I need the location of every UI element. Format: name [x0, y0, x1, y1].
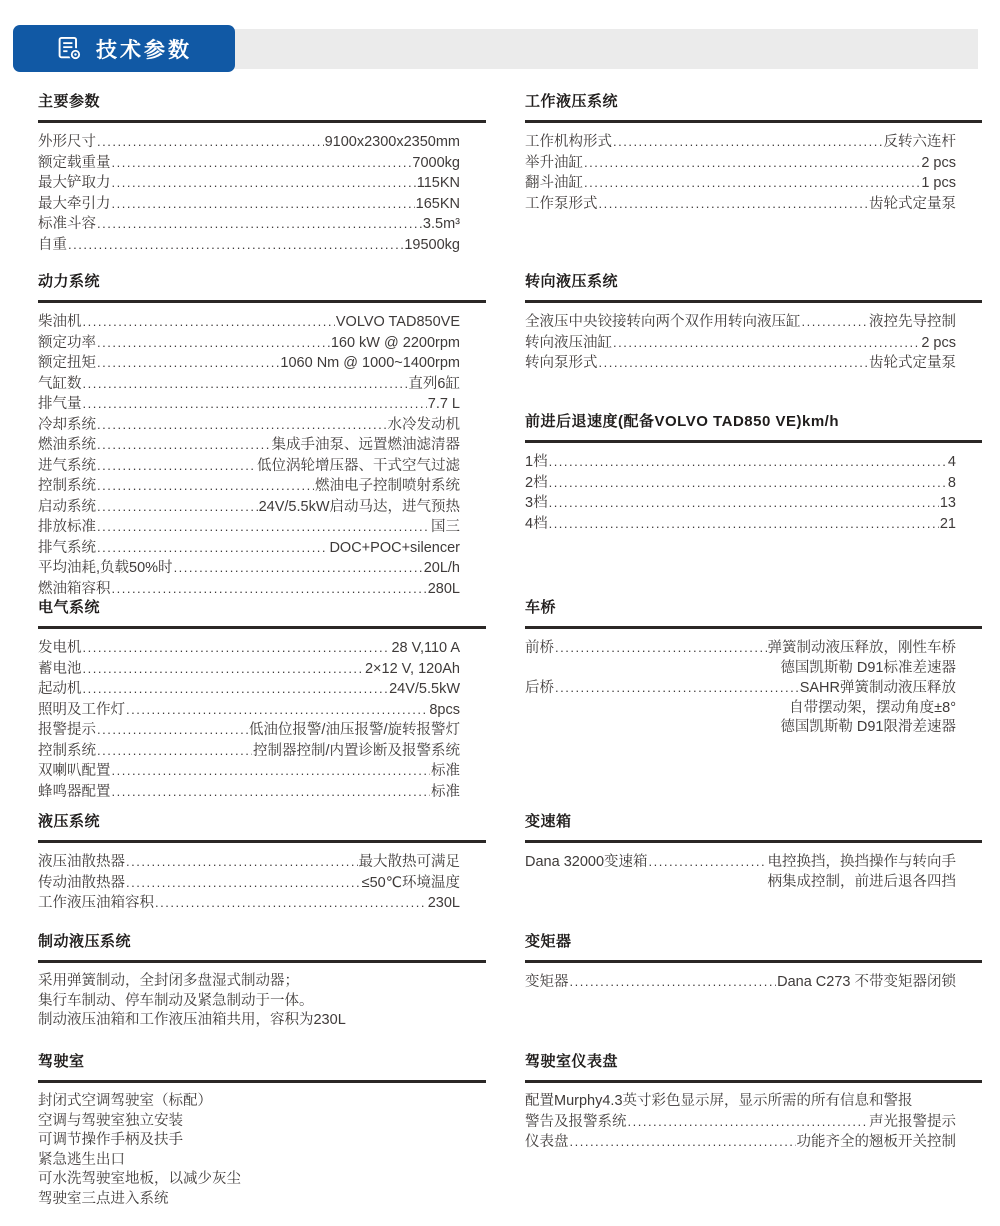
spec-row — [525, 173, 956, 194]
column-left — [38, 0, 486, 1226]
spec-label: 柴油机 — [38, 314, 82, 330]
spec-row — [38, 538, 460, 559]
spec-row — [38, 214, 460, 235]
dot-leader — [549, 473, 947, 494]
dot-leader — [83, 394, 427, 415]
spec-value: 8 — [947, 474, 956, 491]
section-title: 转向液压系统 — [525, 273, 619, 290]
spec-value: SAHR弹簧制动液压释放 — [799, 680, 956, 696]
section-rule — [38, 300, 486, 303]
spec-row — [525, 353, 956, 374]
dot-leader — [97, 517, 430, 538]
section-body — [38, 1092, 486, 1209]
spec-row — [525, 1132, 956, 1153]
section-rule — [525, 840, 982, 843]
spec-label: 排气量 — [38, 396, 82, 412]
dot-leader — [97, 456, 256, 477]
spec-row — [38, 132, 460, 153]
spec-label: 标准斗容 — [38, 216, 96, 232]
dot-leader — [649, 852, 767, 873]
spec-row — [38, 435, 460, 456]
spec-value: 230L — [427, 895, 460, 911]
dot-leader — [97, 741, 252, 762]
dot-leader — [155, 893, 427, 914]
spec-row — [38, 394, 460, 415]
section-title: 液压系统 — [38, 813, 101, 830]
spec-value: 标准 — [431, 763, 460, 779]
spec-row — [38, 497, 460, 518]
spec-row — [38, 679, 460, 700]
section-body — [38, 312, 486, 599]
spec-label: 自重 — [38, 236, 67, 253]
spec-label: 液压油散热器 — [38, 854, 125, 870]
section-title: 前进后退速度(配备VOLVO TAD850 VE)km/h — [525, 413, 839, 430]
section-body — [525, 1092, 982, 1153]
spec-value: 8pcs — [429, 701, 460, 718]
section-rule — [38, 840, 486, 843]
section-body — [525, 638, 982, 738]
spec-row — [38, 761, 460, 782]
dot-leader — [112, 153, 412, 174]
spec-label: 排放标准 — [38, 519, 96, 535]
spec-label: 控制系统 — [38, 742, 96, 759]
spec-row — [38, 415, 460, 436]
dot-leader — [126, 873, 361, 894]
spec-value: 电控换挡，换挡操作与转向手 — [767, 854, 956, 870]
spec-row — [38, 741, 460, 762]
section-rule — [525, 300, 982, 303]
dot-leader — [112, 173, 416, 194]
spec-value: Dana C273 不带变矩器闭锁 — [777, 974, 956, 990]
section-rule — [525, 440, 982, 443]
spec-value: 24V/5.5kW启动马达，进气预热 — [258, 498, 460, 515]
section-body — [525, 132, 982, 214]
section-hydraulic-system — [38, 810, 486, 914]
spec-value: 7000kg — [412, 154, 460, 171]
section-rule — [38, 120, 486, 123]
dot-leader — [83, 659, 364, 680]
spec-value: 最大散热可满足 — [358, 854, 460, 870]
spec-row — [38, 312, 460, 333]
spec-row — [525, 132, 956, 153]
dot-leader — [97, 720, 248, 741]
section-body — [38, 638, 486, 802]
spec-value: 齿轮式定量泵 — [869, 355, 956, 371]
spec-value: 液控先导控制 — [869, 314, 956, 330]
section-torque-converter — [525, 930, 982, 993]
spec-text-line: 配置Murphy4.3英寸彩色显示屏，显示所需的所有信息和警报 — [525, 1093, 913, 1109]
section-cab — [38, 1050, 486, 1209]
spec-value: 低油位报警/油压报警/旋转报警灯 — [248, 722, 460, 738]
spec-value: 7.7 L — [427, 396, 460, 412]
spec-label: 转向液压油缸 — [525, 334, 612, 351]
dot-leader — [549, 493, 939, 514]
spec-label: 外形尺寸 — [38, 134, 96, 150]
spec-label: 起动机 — [38, 681, 82, 697]
section-title: 驾驶室 — [38, 1053, 85, 1070]
dot-leader — [83, 374, 408, 395]
spec-value: 弹簧制动液压释放，刚性车桥 — [767, 640, 956, 656]
section-title: 主要参数 — [38, 93, 101, 110]
spec-label: 燃油箱容积 — [38, 580, 111, 597]
dot-leader — [97, 476, 314, 497]
dot-leader — [112, 761, 431, 782]
spec-row — [38, 353, 460, 374]
spec-row — [38, 153, 460, 174]
section-title: 工作液压系统 — [525, 93, 619, 110]
spec-row — [38, 720, 460, 741]
spec-row — [38, 517, 460, 538]
dot-leader — [97, 538, 328, 559]
spec-label: 进气系统 — [38, 457, 96, 474]
spec-value: 4 — [947, 454, 956, 470]
spec-value: 2 pcs — [921, 154, 956, 171]
section-rule — [38, 960, 486, 963]
spec-label: 控制系统 — [38, 478, 96, 494]
section-body — [38, 972, 486, 1031]
spec-label: 照明及工作灯 — [38, 701, 125, 718]
spec-label: 报警提示 — [38, 722, 96, 738]
spec-label: 1档 — [525, 454, 548, 470]
dot-leader — [126, 852, 358, 873]
dot-leader — [613, 333, 920, 354]
section-title: 制动液压系统 — [38, 933, 132, 950]
spec-text-line: 可水洗驾驶室地板，以减少灰尘 — [38, 1171, 241, 1187]
spec-value: 20L/h — [423, 560, 460, 576]
spec-text-line: 可调节操作手柄及扶手 — [38, 1132, 183, 1148]
spec-value: 28 V,110 A — [391, 640, 460, 656]
spec-value: VOLVO TAD850VE — [335, 314, 460, 330]
spec-value: 齿轮式定量泵 — [869, 195, 956, 212]
spec-label: 工作机构形式 — [525, 134, 612, 150]
spec-row — [38, 893, 460, 914]
spec-row — [38, 456, 460, 477]
spec-label: 气缸数 — [38, 375, 82, 392]
dot-leader — [83, 638, 391, 659]
spec-value: 1060 Nm @ 1000~1400rpm — [280, 355, 460, 371]
spec-value: 280L — [427, 580, 460, 597]
dot-leader — [549, 514, 939, 535]
spec-value-continuation: 德国凯斯勒 D91限滑差速器 — [780, 719, 956, 735]
section-cab-dashboard — [525, 1050, 982, 1153]
spec-value: 声光报警提示 — [869, 1113, 956, 1130]
spec-label: 传动油散热器 — [38, 874, 125, 891]
spec-label: 仪表盘 — [525, 1134, 569, 1150]
dot-leader — [555, 678, 799, 699]
spec-value: 直列6缸 — [408, 375, 460, 392]
spec-value: 3.5m³ — [422, 216, 460, 232]
spec-value-continuation: 自带摆动架，摆动角度±8° — [789, 699, 956, 716]
spec-label: 蓄电池 — [38, 660, 82, 677]
dot-leader — [570, 972, 777, 993]
dot-leader — [555, 638, 767, 659]
spec-label: 双喇叭配置 — [38, 763, 111, 779]
spec-value: 24V/5.5kW — [389, 681, 460, 697]
spec-label: Dana 32000变速箱 — [525, 854, 648, 870]
spec-row — [525, 153, 956, 174]
dot-leader — [97, 132, 324, 153]
spec-row — [525, 493, 956, 514]
section-working-hydraulic-system — [525, 90, 982, 214]
spec-label: 3档 — [525, 495, 548, 511]
section-steering-hydraulic-system — [525, 270, 982, 374]
spec-value: 9100x2300x2350mm — [324, 134, 460, 150]
spec-value: 低位涡轮增压器、干式空气过滤 — [257, 457, 460, 474]
spec-row — [525, 333, 956, 354]
spec-row — [38, 235, 460, 256]
spec-label: 额定扭矩 — [38, 355, 96, 371]
dot-leader — [549, 452, 947, 473]
spec-value: 水冷发动机 — [387, 416, 460, 433]
section-rule — [525, 120, 982, 123]
dot-leader — [628, 1112, 869, 1133]
spec-text-line: 封闭式空调驾驶室（标配） — [38, 1093, 212, 1109]
section-electrical-system — [38, 596, 486, 802]
dot-leader — [584, 173, 920, 194]
dot-leader — [599, 353, 869, 374]
spec-label: 额定功率 — [38, 334, 96, 351]
spec-row — [38, 700, 460, 721]
spec-value: 2×12 V, 120Ah — [364, 660, 460, 677]
spec-text-line: 驾驶室三点进入系统 — [38, 1190, 169, 1207]
section-main-parameters — [38, 90, 486, 255]
section-axles — [525, 596, 982, 738]
spec-label: 举升油缸 — [525, 154, 583, 171]
spec-value: 标准 — [431, 783, 460, 800]
spec-row — [38, 173, 460, 194]
dot-leader — [599, 194, 869, 215]
dot-leader — [97, 333, 330, 354]
spec-row — [38, 558, 460, 579]
section-power-system — [38, 270, 486, 599]
spec-value: 13 — [939, 495, 956, 511]
spec-value: ≤50℃环境温度 — [361, 874, 460, 891]
spec-row — [525, 972, 956, 993]
spec-row — [38, 782, 460, 803]
spec-label: 平均油耗,负载50%时 — [38, 560, 173, 576]
section-rule — [525, 626, 982, 629]
section-body — [38, 132, 486, 255]
spec-text-line: 采用弹簧制动，全封闭多盘湿式制动器； — [38, 973, 299, 989]
spec-label: 转向泵形式 — [525, 355, 598, 371]
dot-leader — [68, 235, 403, 256]
section-body — [525, 452, 982, 534]
spec-row — [525, 194, 956, 215]
spec-row — [525, 678, 956, 699]
spec-row — [525, 638, 956, 659]
spec-text-line: 空调与驾驶室独立安装 — [38, 1112, 183, 1129]
section-body — [525, 312, 982, 374]
spec-text-line: 集行车制动、停车制动及紧急制动于一体。 — [38, 992, 314, 1009]
spec-row — [525, 452, 956, 473]
section-rule — [525, 1080, 982, 1083]
dot-leader — [584, 153, 920, 174]
spec-label: 变矩器 — [525, 974, 569, 990]
section-title: 车桥 — [525, 599, 557, 616]
dot-leader — [802, 312, 869, 333]
spec-value: 160 kW @ 2200rpm — [330, 334, 460, 351]
spec-label: 燃油系统 — [38, 437, 96, 453]
dot-leader — [97, 353, 279, 374]
section-title: 驾驶室仪表盘 — [525, 1053, 619, 1070]
section-rule — [38, 626, 486, 629]
section-travel-speed — [525, 410, 982, 534]
spec-row — [525, 852, 956, 873]
spec-label: 工作液压油箱容积 — [38, 895, 154, 911]
page-title: 技术参数 — [96, 38, 192, 62]
dot-leader — [570, 1132, 796, 1153]
column-right — [525, 0, 982, 1226]
spec-label: 翻斗油缸 — [525, 175, 583, 191]
section-title: 电气系统 — [38, 599, 101, 616]
dot-leader — [613, 132, 883, 153]
spec-row — [525, 514, 956, 535]
dot-leader — [97, 415, 387, 436]
spec-value: 国三 — [431, 519, 460, 535]
spec-label: 警告及报警系统 — [525, 1113, 627, 1130]
dot-leader — [112, 194, 415, 215]
spec-label: 启动系统 — [38, 498, 96, 515]
spec-label: 额定载重量 — [38, 154, 111, 171]
spec-row — [525, 473, 956, 494]
dot-leader — [112, 782, 431, 803]
section-title: 变矩器 — [525, 933, 572, 950]
section-rule — [525, 960, 982, 963]
spec-value: 21 — [939, 515, 956, 532]
spec-value: 1 pcs — [921, 175, 956, 191]
spec-text-line: 紧急逃生出口 — [38, 1151, 125, 1168]
spec-value: 集成手油泵、远置燃油滤清器 — [271, 437, 460, 453]
dot-leader — [97, 497, 258, 518]
spec-label: 后桥 — [525, 680, 554, 696]
spec-value: 19500kg — [404, 236, 460, 253]
dot-leader — [174, 558, 423, 579]
section-body — [525, 972, 982, 993]
dot-leader — [126, 700, 428, 721]
spec-label: 蜂鸣器配置 — [38, 783, 111, 800]
spec-row — [38, 333, 460, 354]
section-title: 动力系统 — [38, 273, 101, 290]
spec-row — [38, 374, 460, 395]
dot-leader — [83, 312, 335, 333]
section-transmission — [525, 810, 982, 892]
section-rule — [38, 1080, 486, 1083]
section-title: 变速箱 — [525, 813, 572, 830]
dot-leader — [97, 214, 422, 235]
section-brake-hydraulic-system — [38, 930, 486, 1031]
spec-label: 发电机 — [38, 640, 82, 656]
spec-label: 最大牵引力 — [38, 195, 111, 212]
spec-value: 反转六连杆 — [883, 134, 956, 150]
spec-label: 4档 — [525, 515, 548, 532]
dot-leader — [97, 435, 271, 456]
spec-value: 2 pcs — [921, 334, 956, 351]
spec-row — [38, 873, 460, 894]
spec-label: 工作泵形式 — [525, 195, 598, 212]
spec-value: 165KN — [415, 195, 460, 212]
spec-row — [525, 1112, 956, 1133]
dot-leader — [83, 679, 389, 700]
spec-label: 最大铲取力 — [38, 175, 111, 191]
section-body — [38, 852, 486, 914]
spec-row — [38, 476, 460, 497]
spec-label: 2档 — [525, 474, 548, 491]
spec-label: 冷却系统 — [38, 416, 96, 433]
spec-label: 全液压中央铰接转向两个双作用转向液压缸 — [525, 314, 801, 330]
spec-row — [38, 659, 460, 680]
section-body — [525, 852, 982, 892]
spec-value: DOC+POC+silencer — [329, 539, 460, 556]
spec-row — [38, 852, 460, 873]
spec-row — [38, 194, 460, 215]
spec-value: 燃油电子控制喷射系统 — [315, 478, 460, 494]
spec-value: 控制器控制/内置诊断及报警系统 — [252, 742, 460, 759]
spec-label: 前桥 — [525, 640, 554, 656]
spec-row — [525, 312, 956, 333]
spec-value-continuation: 德国凯斯勒 D91标准差速器 — [780, 659, 956, 676]
spec-text-line: 制动液压油箱和工作液压油箱共用，容积为230L — [38, 1012, 346, 1028]
spec-value: 功能齐全的翘板开关控制 — [796, 1134, 956, 1150]
spec-value-continuation: 柄集成控制，前进后退各四挡 — [767, 873, 956, 890]
spec-label: 排气系统 — [38, 539, 96, 556]
spec-row — [38, 638, 460, 659]
spec-value: 115KN — [416, 175, 460, 191]
